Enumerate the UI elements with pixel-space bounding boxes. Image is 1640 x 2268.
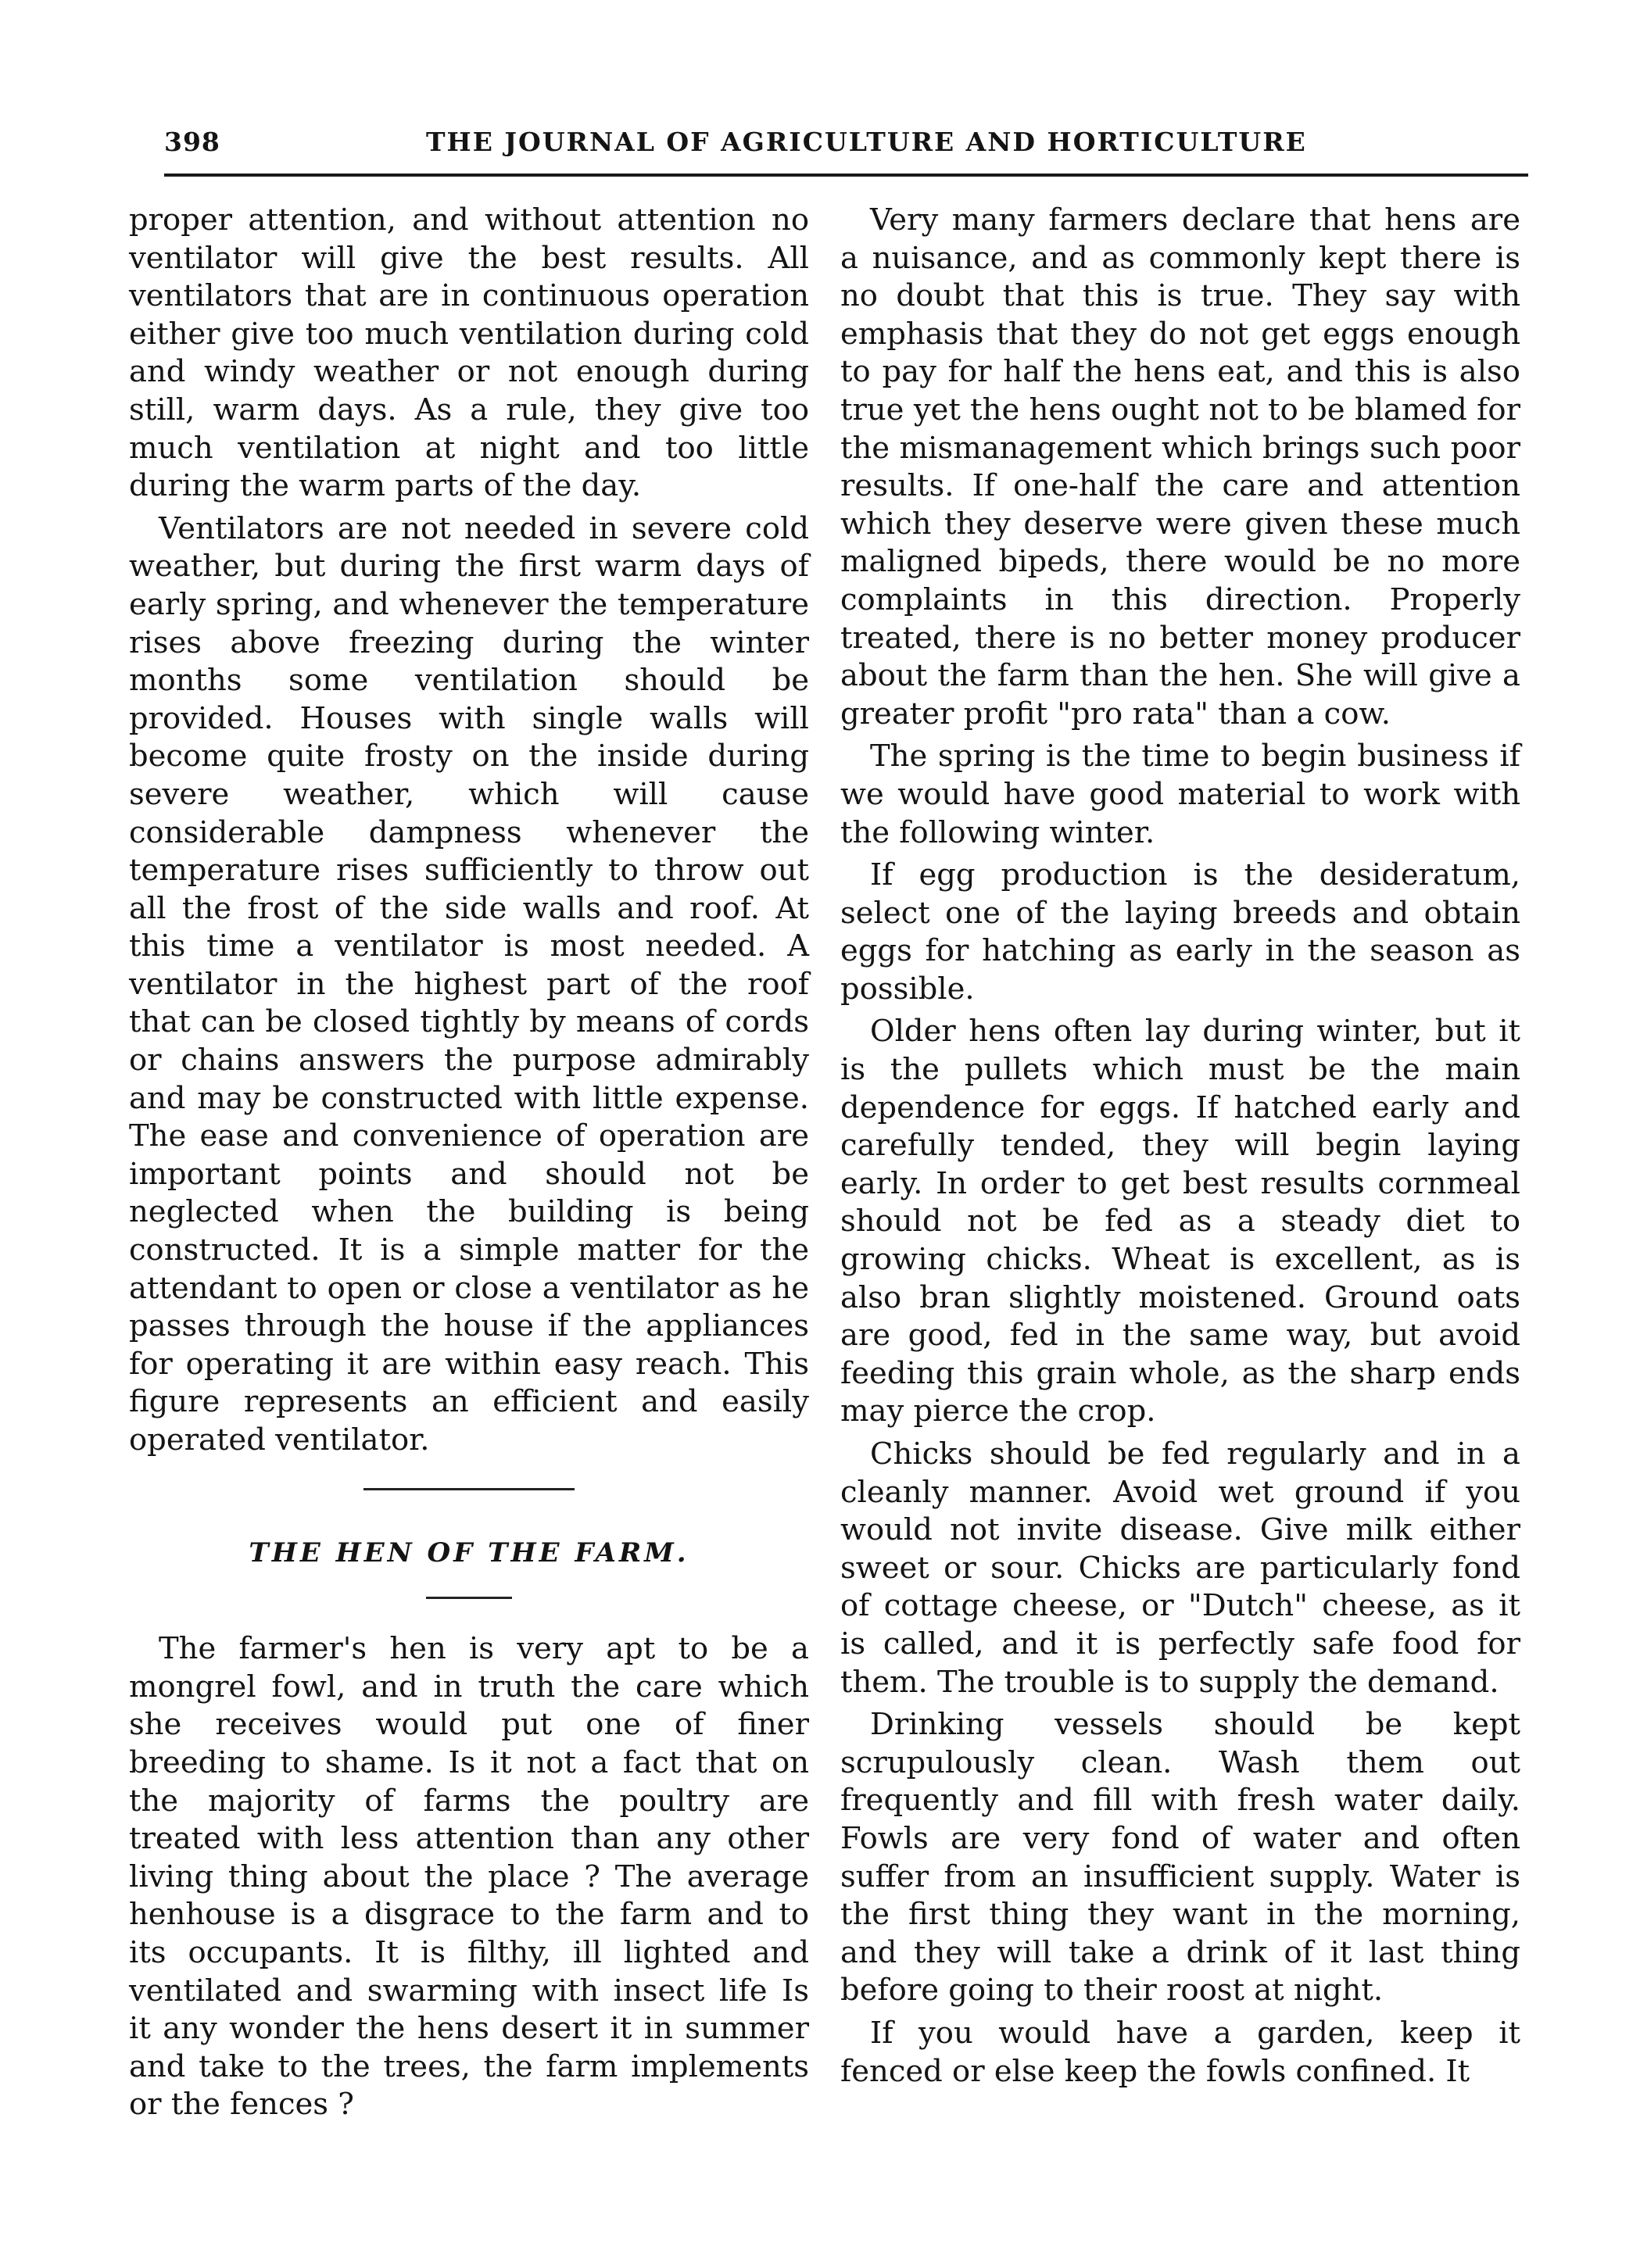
paragraph-nuisance: Very many farmers declare that hens are a nuisance, and as commonly kept there is no doubt that this is true. They say with emphasis that they do not get eggs enough to pay for half the hens eat, and this is also true yet the hens ought not to be blamed for the mismanagement which brings such poor results. If one-half the care and attention which they deserve were given these much maligned bipeds, there would be no more complaints in this direction. Properly treated, there is no better money producer about the farm than the hen. She will give a greater profit "pro rata" than a cow.: [840, 202, 1520, 732]
paragraph-farmers-hen: The farmer's hen is very apt to be a mongrel fowl, and in truth the care which she receives would put one of finer breeding to shame. Is it not a fact that on the majority of farms the poultry are treated with less attention than any other living thing about the place ? The average henhouse is a disgrace to the farm and to its occupants. It is filthy, ill lighted and ventilated and swarming with insect life Is it any wonder the hens desert it in summer and take to the trees, the farm implements or the fences ?: [129, 1631, 809, 2123]
section-title: THE HEN OF THE FARM.: [249, 1536, 689, 1569]
section-divider-top: [363, 1488, 575, 1490]
paragraph-egg-production: If egg production is the desideratum, select one of the laying breeds and obtain eggs for hatching as early in the season as possible.: [840, 857, 1520, 1007]
header-rule: [164, 173, 1528, 177]
section-divider-bottom: [426, 1597, 512, 1599]
page-number: 398: [164, 127, 220, 157]
paragraph-older-hens: Older hens often lay during winter, but it is the pullets which must be the main dependence for eggs. If hatched early and carefully tended, they will begin laying early. In order to get best results cornmeal should not be fed as a steady diet to growing chicks. Wheat is excellent, as is also bran slightly moistened. Ground oats are good, fed in the same way, but avoid feeding this grain whole, as the sharp ends may pierce the crop.: [840, 1014, 1520, 1429]
paragraph-chicks: Chicks should be fed regularly and in a cleanly manner. Avoid wet ground if you would not invite disease. Give milk either sweet or sour. Chicks are particularly fond of cottage cheese, or "Dutch" cheese, as it is called, and it is perfectly safe food for them. The trouble is to supply the demand.: [840, 1436, 1520, 1700]
running-title: THE JOURNAL OF AGRICULTURE AND HORTICULTURE: [426, 127, 1307, 157]
right-column: [840, 202, 1520, 2091]
paragraph-ventilators: Ventilators are not needed in severe cold weather, but during the first warm days of early spring, and whenever the temperature rises above freezing during the winter months some ventilation should be provided. Houses with single walls will become quite frosty on the inside during severe weather, which will cause considerable dampness whenever the temperature rises sufficiently to throw out all the frost of the side walls and roof. At this time a ventilator is most needed. A ventilator in the highest part of the roof that can be closed tightly by means of cords or chains answers the purpose admirably and may be constructed with little expense. The ease and convenience of operation are important points and should not be neglected when the building is being constructed. It is a simple matter for the attendant to open or close a ventilator as he passes through the house if the appliances for operating it are within easy reach. This figure represents an efficient and easily operated ventilator.: [129, 510, 809, 1458]
page-header: [164, 122, 1528, 169]
paragraph-garden: If you would have a garden, keep it fenced or else keep the fowls confined. It: [840, 2015, 1520, 2089]
paragraph-drinking-vessels: Drinking vessels should be kept scrupulously clean. Wash them out frequently and fill with fresh water daily. Fowls are very fond of water and often suffer from an insufficient supply. Water is the first thing they want in the morning, and they will take a drink of it last thing before going to their roost at night.: [840, 1707, 1520, 2009]
paragraph-ventilation-intro: proper attention, and without attention no ventilator will give the best results. All ventilators that are in continuous operation either give too much ventilation during cold and windy weather or not enough during still, warm days. As a rule, they give too much ventilation at night and too little during the warm parts of the day.: [129, 202, 809, 504]
left-column: [129, 202, 809, 2124]
paragraph-spring: The spring is the time to begin business if we would have good material to work with the following winter.: [840, 739, 1520, 850]
